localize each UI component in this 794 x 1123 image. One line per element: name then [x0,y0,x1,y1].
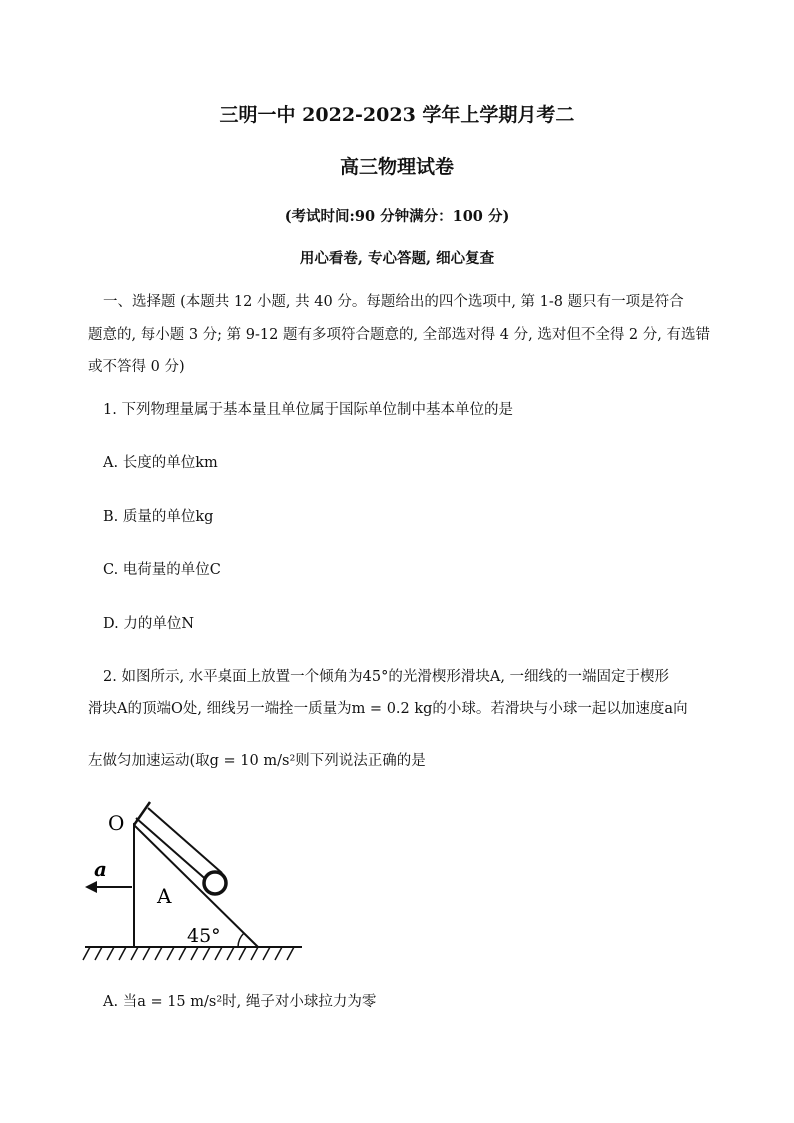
angle-arc [238,933,244,947]
label-a: a [94,857,107,881]
motto: 用心看卷, 专心答题, 细心复查 [299,250,495,267]
rod-top [134,802,150,825]
label-wedge-a: A [157,884,172,908]
question-1-option-b: B. 质量的单位kg [103,509,214,525]
question-1-option-c: C. 电荷量的单位C [103,562,221,578]
question-1-option-a: A. 长度的单位km [103,455,218,471]
arrowhead [85,881,97,893]
label-angle: 45° [187,925,221,947]
question-1-option-d: D. 力的单位N [103,616,195,632]
question-2-stem-line-3: 左做匀加速运动(取g = 10 m/s²则下列说法正确的是 [88,753,426,769]
wedge-figure [80,790,310,970]
ball [204,872,226,894]
string-upper [136,818,210,883]
question-1-stem: 1. 下列物理量属于基本量且单位属于国际单位制中基本单位的是 [103,402,513,418]
label-o: O [108,811,125,835]
question-2-stem-line-1: 2. 如图所示, 水平桌面上放置一个倾角为45°的光滑楔形滑块A, 一细线的一端固定于楔形 [103,669,670,685]
string-lower [148,808,222,873]
exam-info: (考试时间:90 分钟满分：100 分) [284,208,510,225]
question-2-stem-line-2: 滑块A的顶端O处, 细线另一端拴一质量为m = 0.2 kg的小球。若滑块与小球一起以加速度a向 [88,701,688,717]
section-intro-line-1: 一、选择题 (本题共 12 小题, 共 40 分。每题给出的四个选项中, 第 1-8 题只有一项是符合 [103,294,684,310]
exam-title: 三明一中 2022-2023 学年上学期月考二 [219,104,575,126]
section-intro-line-3: 或不答得 0 分) [88,359,185,375]
subject-title: 高三物理试卷 [339,156,454,178]
ground-hatching [83,947,294,960]
section-intro-line-2: 题意的, 每小题 3 分; 第 9-12 题有多项符合题意的, 全部选对得 4 分, 选对但不全得 2 分, 有选错 [88,327,710,343]
question-2-option-a: A. 当a = 15 m/s²时, 绳子对小球拉力为零 [103,994,377,1010]
